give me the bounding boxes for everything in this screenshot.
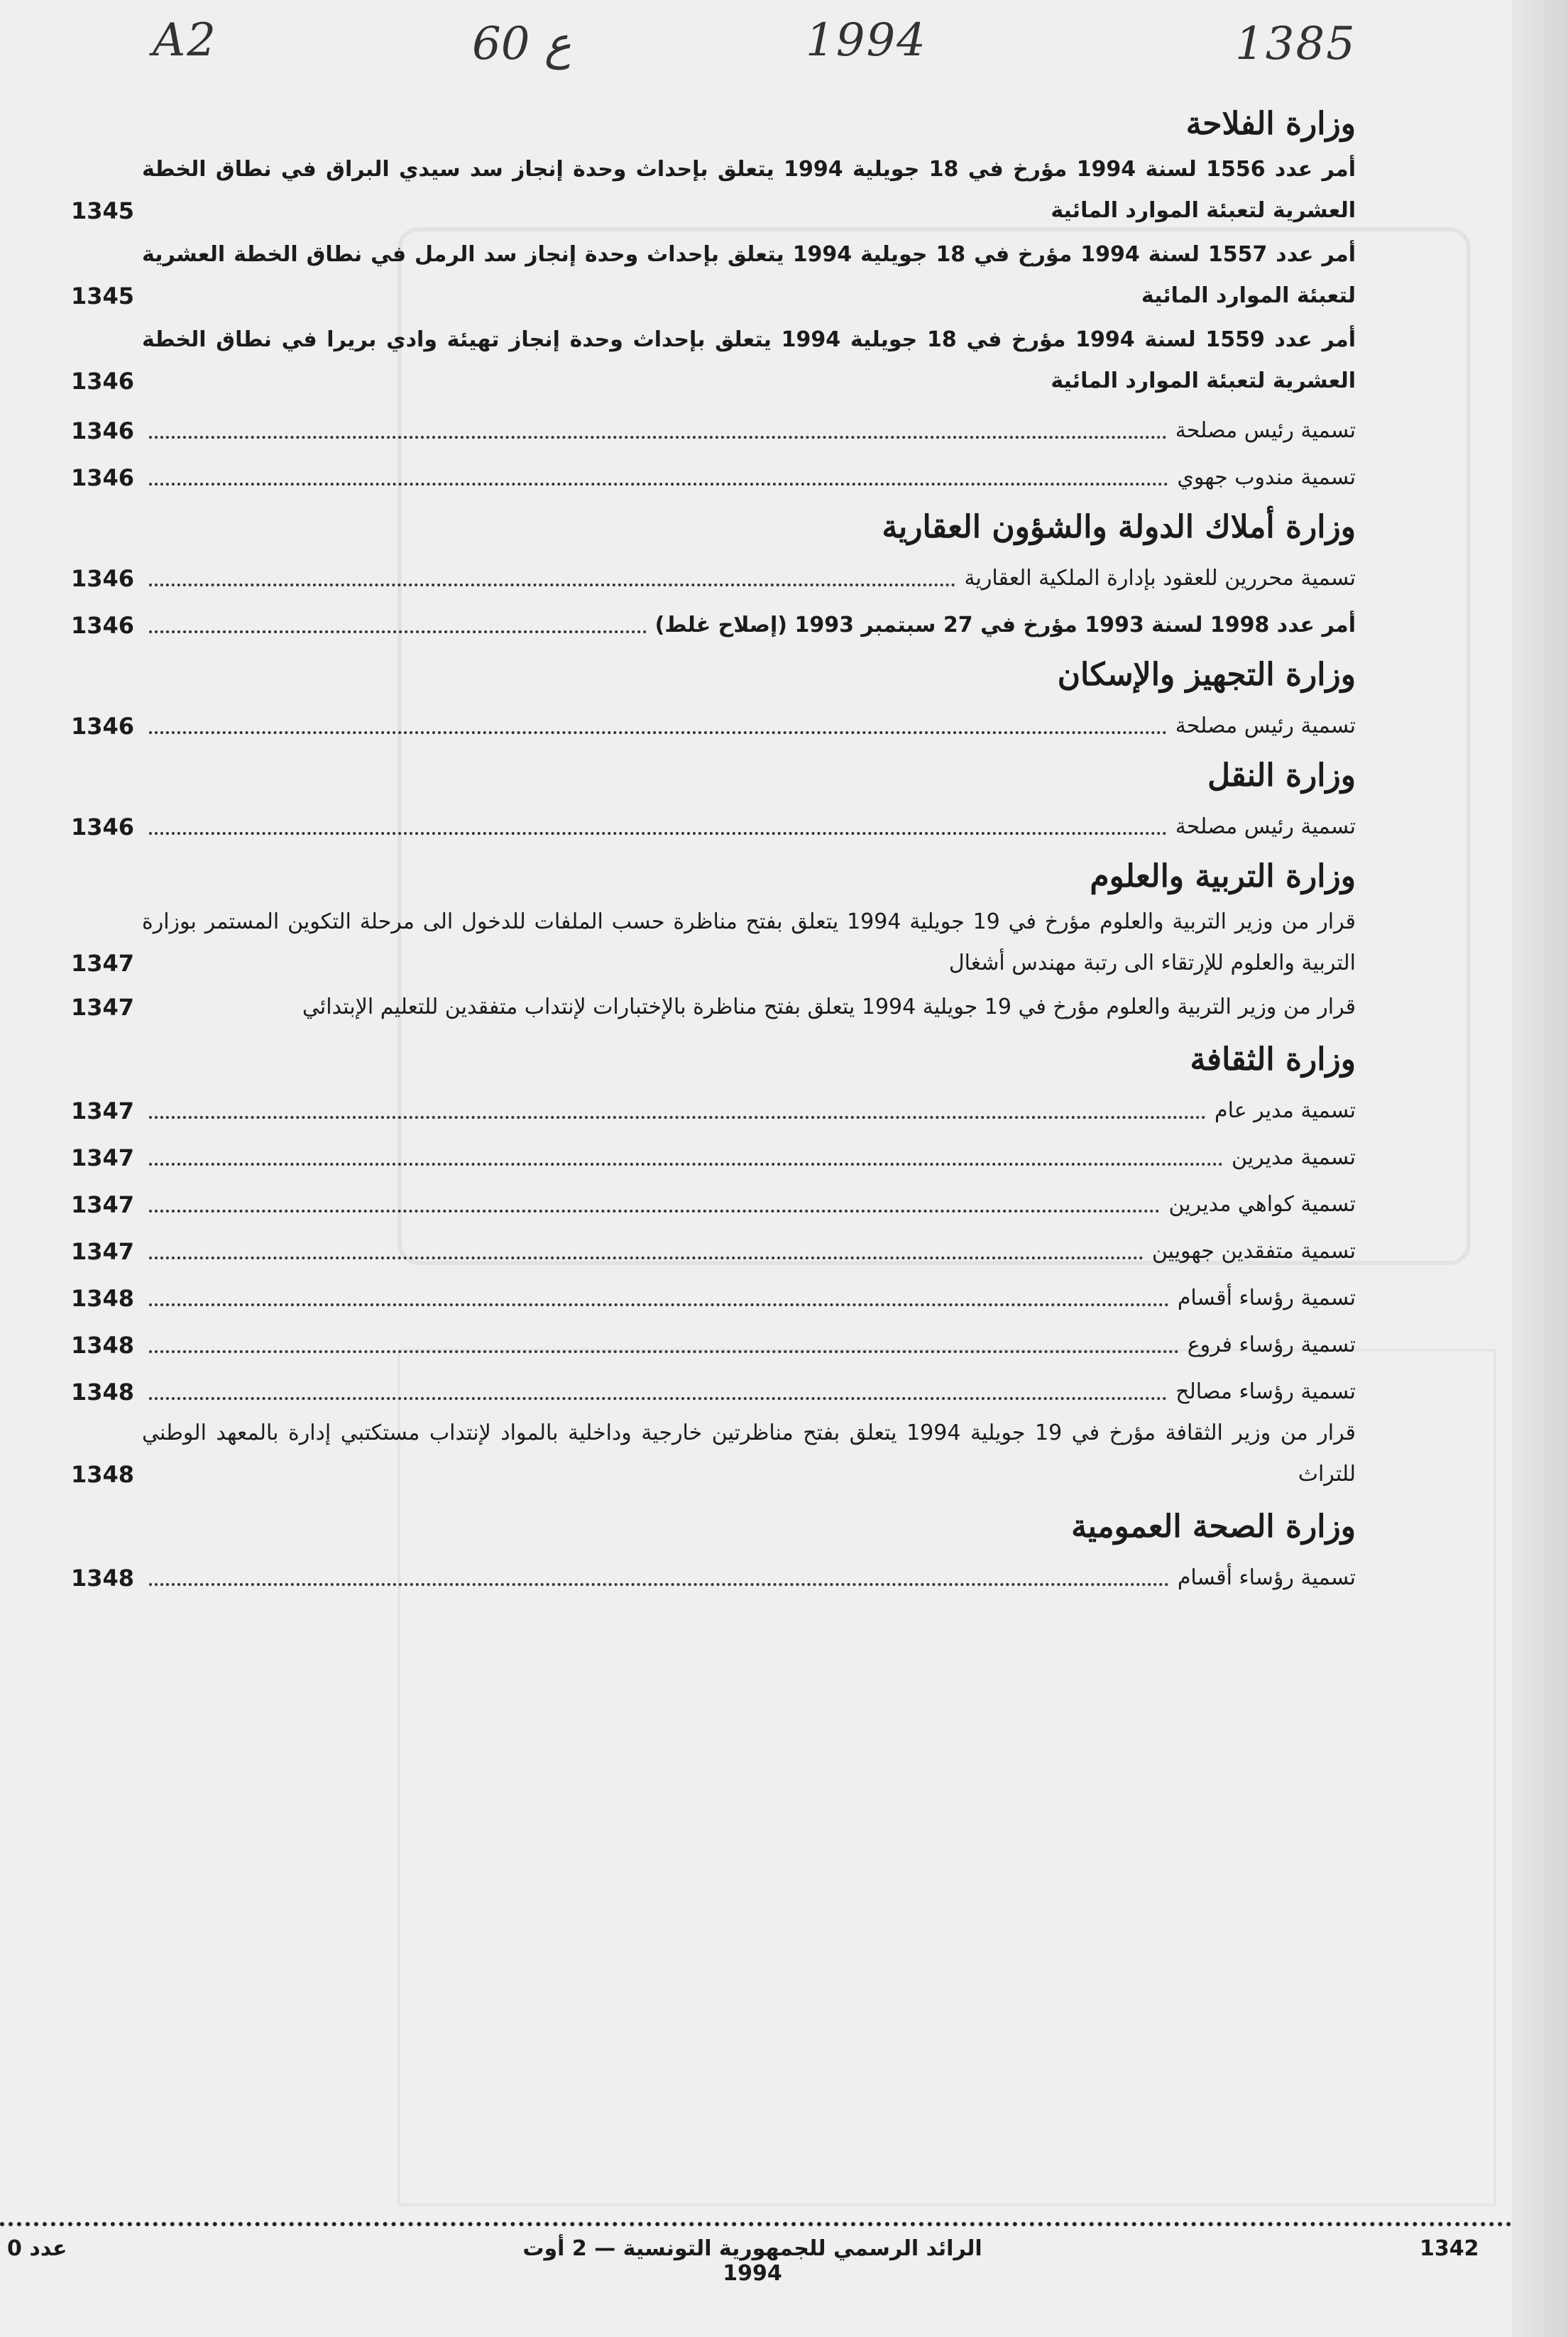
dot-leader [149, 1397, 1167, 1400]
toc-entry [71, 1552, 1356, 1599]
section-title: وزارة التربية والعلوم [1090, 858, 1356, 894]
issue-label: عدد 0 [7, 2236, 67, 2261]
entry-title: تسمية رؤساء فروع [1187, 1332, 1356, 1357]
dot-leader [149, 1163, 1223, 1166]
entry-page-number: 1348 [71, 1461, 135, 1488]
entry-page-number: 1346 [71, 464, 135, 491]
handwritten-note-b: 60 ع [472, 18, 571, 70]
entry-page-number: 1346 [71, 612, 135, 639]
page-number: 1342 [1420, 2236, 1479, 2261]
entry-page-number: 1348 [71, 1332, 135, 1359]
dot-leader [149, 584, 955, 586]
section-spacer [71, 1599, 1356, 1603]
entry-page-number: 1348 [71, 1379, 135, 1406]
table-of-contents [71, 99, 1356, 1603]
entry-title: تسمية رؤساء أقسام [1177, 1565, 1356, 1590]
entry-title: تسمية رئيس مصلحة [1175, 713, 1356, 738]
entry-page-number: 1348 [71, 1565, 135, 1592]
handwritten-note-c: 1994 [806, 14, 927, 67]
entry-title: تسمية رئيس مصلحة [1175, 814, 1356, 839]
entry-page-number: 1346 [71, 417, 135, 444]
toc-entry [71, 149, 1356, 231]
section-title: وزارة الفلاحة [1185, 106, 1356, 142]
toc-entry [71, 987, 1356, 1028]
dot-leader [149, 731, 1167, 734]
dot-leader [149, 1116, 1206, 1119]
entry-page-number: 1347 [71, 1238, 135, 1265]
dot-leader [149, 483, 1168, 486]
entry-page-number: 1346 [71, 713, 135, 740]
toc-entry [71, 599, 1356, 646]
entry-title: قرار من وزير التربية والعلوم مؤرخ في 19 جويلية 1994 يتعلق بفتح مناظرة بالإختبارات لإنتداب متفقدين للتعليم الإبتدائي [302, 995, 1356, 1019]
dot-leader [149, 1350, 1179, 1353]
entry-title: تسمية كواهي مديرين [1168, 1192, 1356, 1217]
toc-entry [71, 234, 1356, 317]
toc-entry [71, 1132, 1356, 1178]
toc-entry [71, 451, 1356, 498]
dot-leader [149, 1303, 1169, 1306]
entry-title: أمر عدد 1998 لسنة 1993 مؤرخ في 27 سبتمبر 1993 (إصلاح غلط) [654, 613, 1356, 637]
entry-page-number: 1346 [71, 565, 135, 592]
dot-leader [149, 630, 647, 633]
toc-entry [71, 1225, 1356, 1272]
entry-title: تسمية مندوب جهوي [1177, 465, 1356, 490]
journal-title: الرائد الرسمي للجمهورية التونسية — 2 أوت 1994 [522, 2236, 982, 2286]
entry-page-number: 1347 [71, 950, 135, 977]
entry-page-number: 1345 [71, 283, 135, 310]
toc-entry [71, 1319, 1356, 1366]
handwritten-note-a: A2 [153, 14, 217, 67]
section-title: وزارة النقل [1207, 757, 1356, 794]
entry-page-number: 1347 [71, 1144, 135, 1171]
entry-title: تسمية رؤساء أقسام [1177, 1286, 1356, 1310]
entry-page-number: 1347 [71, 1191, 135, 1218]
entry-title: تسمية رؤساء مصالح [1175, 1379, 1356, 1404]
dot-leader [149, 1583, 1169, 1586]
handwritten-note-d: 1385 [1235, 18, 1356, 70]
entry-title: تسمية مديرين [1231, 1145, 1356, 1170]
toc-entry [71, 1085, 1356, 1132]
section-title: وزارة الصحة العمومية [1071, 1509, 1356, 1545]
entry-page-number: 1347 [71, 1098, 135, 1124]
toc-entry [71, 1272, 1356, 1319]
dot-leader [149, 832, 1167, 835]
entry-title: أمر عدد 1556 لسنة 1994 مؤرخ في 18 جويلية 1994 يتعلق بإحداث وحدة إنجاز سد سيدي البراق في نطاق الخطة العشرية لتعبئة الموارد المائية [142, 157, 1356, 223]
toc-entry [71, 552, 1356, 599]
entry-title: أمر عدد 1557 لسنة 1994 مؤرخ في 18 جويلية 1994 يتعلق بإحداث وحدة إنجاز سد الرمل في نطاق الخطة العشرية لتعبئة الموارد المائية [142, 242, 1356, 308]
entry-title: قرار من وزير التربية والعلوم مؤرخ في 19 جويلية 1994 يتعلق بفتح مناظرة حسب الملفات للدخول الى مرحلة التكوين المستمر بوزارة التربية والعلوم للإرتقاء الى رتبة مهندس أشغال [142, 909, 1356, 975]
entry-title: تسمية مدير عام [1215, 1098, 1356, 1123]
entry-page-number: 1348 [71, 1285, 135, 1312]
entry-page-number: 1347 [71, 994, 135, 1021]
entry-page-number: 1345 [71, 197, 135, 224]
entry-title: تسمية محررين للعقود بإدارة الملكية العقارية [964, 566, 1356, 591]
toc-entry [71, 801, 1356, 848]
section-title: وزارة التجهيز والإسكان [1057, 657, 1356, 693]
toc-entry [71, 1413, 1356, 1495]
dot-leader [149, 436, 1167, 439]
dot-leader [149, 1257, 1144, 1259]
footer-rule [0, 2222, 1512, 2226]
section-title: وزارة الثقافة [1190, 1041, 1356, 1078]
entry-title: أمر عدد 1559 لسنة 1994 مؤرخ في 18 جويلية 1994 يتعلق بإحداث وحدة إنجاز تهيئة وادي بريرا في نطاق الخطة العشرية لتعبئة الموارد المائية [142, 327, 1356, 393]
toc-entry [71, 1366, 1356, 1413]
toc-entry [71, 319, 1356, 402]
entry-page-number: 1346 [71, 368, 135, 395]
toc-entry [71, 902, 1356, 984]
entry-page-number: 1346 [71, 814, 135, 841]
dot-leader [149, 1210, 1160, 1213]
entry-title: قرار من وزير الثقافة مؤرخ في 19 جويلية 1994 يتعلق بفتح مناظرتين خارجية وداخلية بالمواد لإنتداب مستكتبي إدارة بالمعهد الوطني للتراث [142, 1421, 1356, 1487]
page-gutter-shadow [1512, 0, 1568, 2337]
entry-title: تسمية متفقدين جهويين [1151, 1239, 1356, 1264]
toc-entry [71, 1178, 1356, 1225]
toc-entry [71, 405, 1356, 451]
section-title: وزارة أملاك الدولة والشؤون العقارية [882, 509, 1356, 545]
toc-entry [71, 700, 1356, 747]
entry-title: تسمية رئيس مصلحة [1175, 418, 1356, 443]
